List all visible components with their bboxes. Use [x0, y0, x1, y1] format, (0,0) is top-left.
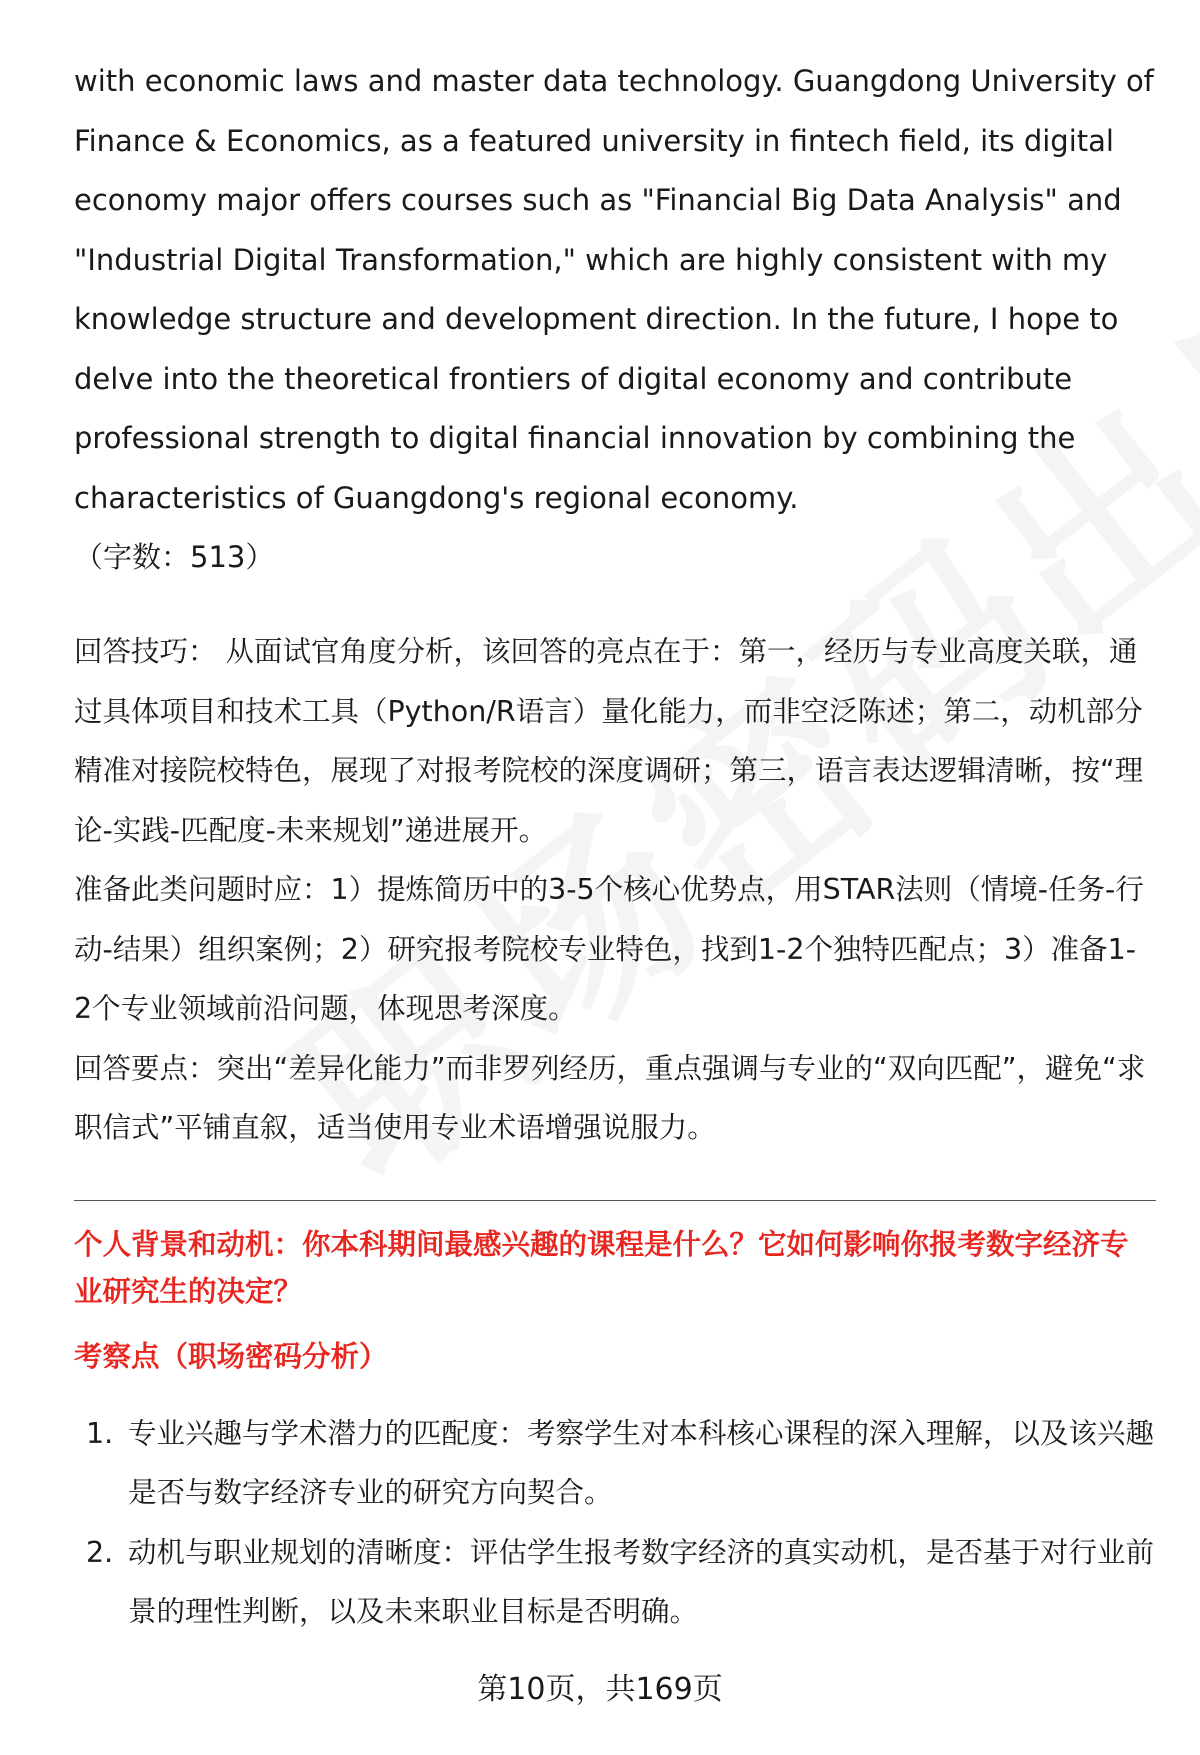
assessment-subheading: 考察点（职场密码分析）	[74, 1339, 388, 1373]
question-heading: 个人背景和动机：你本科期间最感兴趣的课程是什么？它如何影响你报考数字经济专业研究生的决定？	[74, 1227, 1129, 1308]
list-item-number: 1.	[86, 1416, 114, 1450]
preparation-advice: 准备此类问题时应：1）提炼简历中的3-5个核心优势点，用STAR法则（情境-任务-行动-结果）组织案例；2）研究报考院校专业特色，找到1-2个独特匹配点；3）准备1-2个专业领域前沿问题，体现思考深度。	[74, 873, 1144, 1025]
section-divider	[74, 1200, 1156, 1201]
list-item-number: 2.	[86, 1535, 114, 1569]
assessment-points-list	[74, 1404, 1154, 1642]
list-item-text: 动机与职业规划的清晰度：评估学生报考数字经济的真实动机，是否基于对行业前景的理性判断，以及未来职业目标是否明确。	[128, 1535, 1155, 1628]
answer-tips-block	[74, 622, 1154, 1158]
answer-tips: 回答技巧： 从面试官角度分析，该回答的亮点在于：第一，经历与专业高度关联，通过具体项目和技术工具（Python/R语言）量化能力，而非空泛陈述；第二，动机部分精准对接院校特色，展现了对报考院校的深度调研；第三，语言表达逻辑清晰，按“理论-实践-匹配度-未来规划”递进展开。	[74, 635, 1144, 847]
key-points: 回答要点：突出“差异化能力”而非罗列经历，重点强调与专业的“双向匹配”，避免“求职信式”平铺直叙，适当使用专业术语增强说服力。	[74, 1051, 1146, 1144]
list-item	[74, 1404, 1154, 1523]
english-paragraph: with economic laws and master data technology. Guangdong University of Finance & Economics, as a featured university in fintech field, its digital economy major offers courses such as "Financial Big Data Analysis" and "Industrial Digital Transformation," which are highly consistent with my knowledge structure and development direction. In the future, I hope to delve into the theoretical frontiers of digital economy and contribute professional strength to digital financial innovation by combining the characteristics of Guangdong's regional economy.	[74, 64, 1154, 515]
page-content	[74, 52, 1154, 1642]
word-count: （字数：513）	[74, 540, 275, 574]
list-item	[74, 1523, 1154, 1642]
page-number-footer: 第10页，共169页	[477, 1672, 723, 1707]
list-item-text: 专业兴趣与学术潜力的匹配度：考察学生对本科核心课程的深入理解，以及该兴趣是否与数字经济专业的研究方向契合。	[128, 1416, 1155, 1509]
